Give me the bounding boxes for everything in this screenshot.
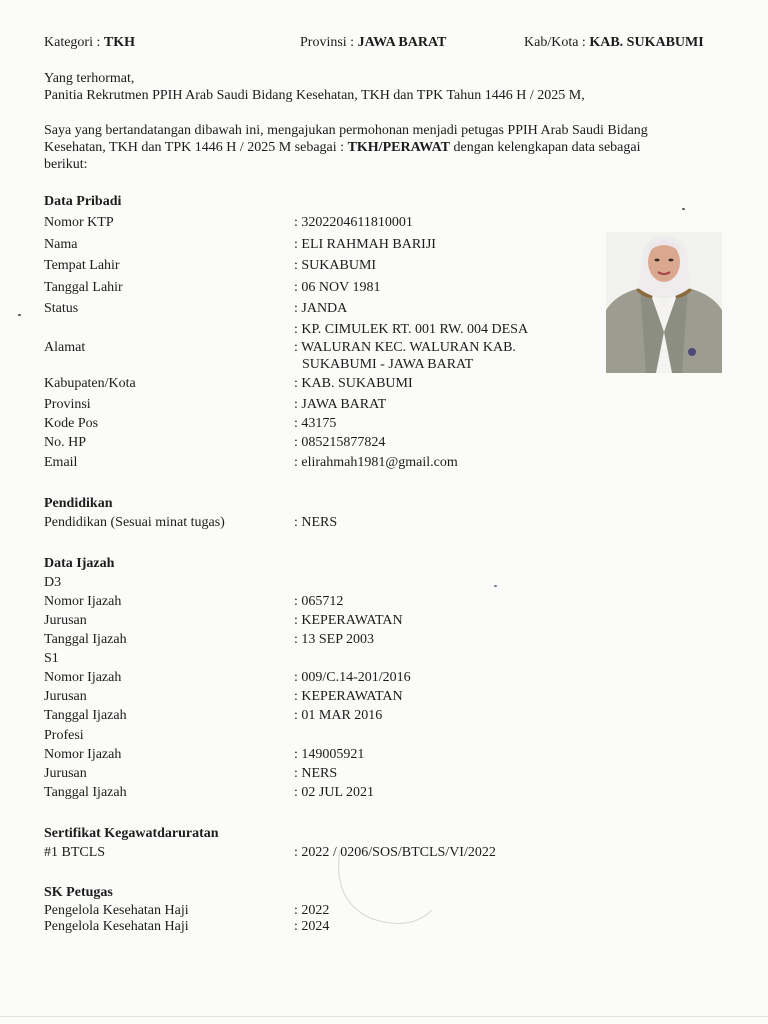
hp-value: : 085215877824 — [294, 435, 386, 450]
section-data-pribadi: Data Pribadi — [44, 194, 122, 209]
body-line-3: berikut: — [44, 157, 88, 172]
sk-row-2-label: Pengelola Kesehatan Haji — [44, 919, 189, 934]
nama-label: Nama — [44, 237, 78, 252]
tanggal-lahir-label: Tanggal Lahir — [44, 280, 123, 295]
sk-row-1-label: Pengelola Kesehatan Haji — [44, 903, 189, 918]
s1-jurusan-label: Jurusan — [44, 689, 87, 704]
tempat-lahir-label: Tempat Lahir — [44, 258, 120, 273]
faint-scan-mark — [330, 840, 440, 930]
hp-label: No. HP — [44, 435, 87, 450]
status-label: Status — [44, 301, 79, 316]
kabupaten-value: : KAB. SUKABUMI — [294, 376, 413, 391]
body-line-2: Kesehatan, TKH dan TPK 1446 H / 2025 M sebagai : TKH/PERAWAT dengan kelengkapan data sebagai — [44, 140, 641, 155]
scan-speck — [18, 314, 21, 316]
portrait-photo-icon — [606, 232, 722, 373]
profesi-tanggal-value: : 02 JUL 2021 — [294, 785, 374, 800]
tanggal-lahir-value: : 06 NOV 1981 — [294, 280, 381, 295]
ktp-value: : 3202204611810001 — [294, 215, 413, 230]
kabkota-header: Kab/Kota : KAB. SUKABUMI — [524, 35, 704, 50]
kode-pos-label: Kode Pos — [44, 416, 99, 431]
tempat-lahir-value: : SUKABUMI — [294, 258, 377, 273]
d3-tanggal-value: : 13 SEP 2003 — [294, 632, 374, 647]
ijazah-s1-heading: S1 — [44, 651, 59, 666]
profesi-nomor-label: Nomor Ijazah — [44, 747, 122, 762]
btcls-value: : 2022 / 0206/SOS/BTCLS/VI/2022 — [294, 845, 496, 860]
alamat-line-2: : WALURAN KEC. WALURAN KAB. — [294, 340, 516, 355]
section-sertifikat: Sertifikat Kegawatdaruratan — [44, 826, 219, 841]
kabkota-value: KAB. SUKABUMI — [589, 35, 704, 50]
section-pendidikan: Pendidikan — [44, 496, 113, 511]
d3-nomor-value: : 065712 — [294, 594, 344, 609]
scan-edge — [0, 1016, 768, 1017]
alamat-label: Alamat — [44, 340, 86, 355]
portrait-photo — [606, 232, 722, 373]
provinsi-header: Provinsi : JAWA BARAT — [300, 35, 447, 50]
email-value: : elirahmah1981@gmail.com — [294, 455, 458, 470]
alamat-line-1: : KP. CIMULEK RT. 001 RW. 004 DESA — [294, 322, 529, 337]
nama-value: : ELI RAHMAH BARIJI — [294, 237, 436, 252]
d3-tanggal-label: Tanggal Ijazah — [44, 632, 127, 647]
provinsi-value-field: : JAWA BARAT — [294, 397, 387, 412]
profesi-jurusan-label: Jurusan — [44, 766, 87, 781]
salutation: Yang terhormat, — [44, 71, 135, 86]
d3-nomor-label: Nomor Ijazah — [44, 594, 122, 609]
email-label: Email — [44, 455, 78, 470]
kategori: Kategori : TKH — [44, 35, 135, 50]
s1-nomor-label: Nomor Ijazah — [44, 670, 122, 685]
section-sk-petugas: SK Petugas — [44, 885, 113, 900]
s1-jurusan-value: : KEPERAWATAN — [294, 689, 403, 704]
kode-pos-value: : 43175 — [294, 416, 337, 431]
s1-nomor-value: : 009/C.14-201/2016 — [294, 670, 411, 685]
btcls-label: #1 BTCLS — [44, 845, 106, 860]
pendidikan-label: Pendidikan (Sesuai minat tugas) — [44, 515, 225, 530]
provinsi-value: JAWA BARAT — [357, 35, 447, 50]
alamat-line-3: SUKABUMI - JAWA BARAT — [302, 357, 474, 372]
s1-tanggal-value: : 01 MAR 2016 — [294, 708, 383, 723]
scan-speck — [682, 208, 685, 210]
profesi-jurusan-value: : NERS — [294, 766, 338, 781]
scan-speck — [494, 585, 497, 587]
sk-row-1-value: : 2022 — [294, 903, 330, 918]
d3-jurusan-label: Jurusan — [44, 613, 87, 628]
kabupaten-label: Kabupaten/Kota — [44, 376, 136, 391]
provinsi-label: Provinsi — [44, 397, 91, 412]
recipient: Panitia Rekrutmen PPIH Arab Saudi Bidang Kesehatan, TKH dan TPK Tahun 1446 H / 2025 M, — [44, 88, 585, 103]
body-line-1: Saya yang bertandatangan dibawah ini, mengajukan permohonan menjadi petugas PPIH Arab Saudi Bidang — [44, 123, 648, 138]
ijazah-d3-heading: D3 — [44, 575, 62, 590]
ijazah-profesi-heading: Profesi — [44, 728, 84, 743]
section-data-ijazah: Data Ijazah — [44, 556, 115, 571]
position-applied: TKH/PERAWAT — [347, 140, 450, 155]
profesi-tanggal-label: Tanggal Ijazah — [44, 785, 127, 800]
status-value: : JANDA — [294, 301, 348, 316]
d3-jurusan-value: : KEPERAWATAN — [294, 613, 403, 628]
ktp-label: Nomor KTP — [44, 215, 114, 230]
profesi-nomor-value: : 149005921 — [294, 747, 365, 762]
s1-tanggal-label: Tanggal Ijazah — [44, 708, 127, 723]
pendidikan-value: : NERS — [294, 515, 338, 530]
sk-row-2-value: : 2024 — [294, 919, 330, 934]
kategori-value: TKH — [103, 35, 135, 50]
